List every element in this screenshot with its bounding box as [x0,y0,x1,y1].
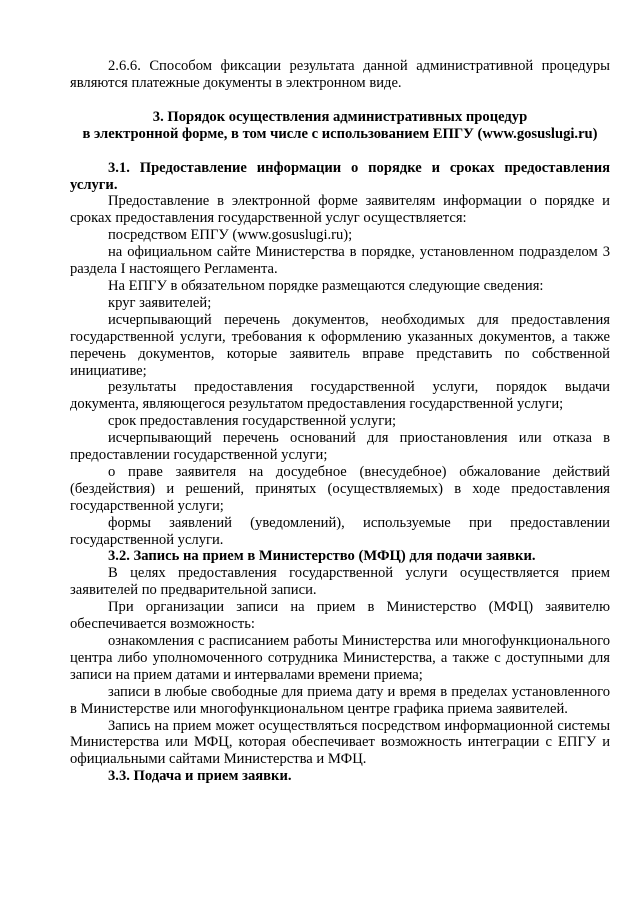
section-3-heading-line-1: 3. Порядок осуществления административных процедур [152,108,528,125]
subsection-3-2-heading: 3.2. Запись на прием в Министерство (МФЦ) для подачи заявки. [108,548,536,565]
list-item: результаты предоставления государственной услуги, порядок выдачи документа, являющегося результатом предоставления государственной услуги; [70,379,610,413]
list-item: на официальном сайте Министерства в порядке, установленном подразделом 3 раздела I настоящего Регламента. [70,244,610,278]
list-item: исчерпывающий перечень оснований для приостановления или отказа в предоставлении государственной услуги; [70,430,610,464]
paragraph: На ЕПГУ в обязательном порядке размещаются следующие сведения: [108,277,544,294]
paragraph: В целях предоставления государственной услуги осуществляется прием заявителей по предварительной записи. [70,565,610,599]
list-item: посредством ЕПГУ (www.gosuslugi.ru); [108,227,353,244]
paragraph-2-6-6: 2.6.6. Способом фиксации результата данной административной процедуры являются платежные документы в электронном виде. [70,58,610,91]
list-item: формы заявлений (уведомлений), используемые при предоставлении государственной услуги. [70,514,610,548]
spacer [70,92,610,109]
paragraph: Предоставление в электронной форме заявителям информации о порядке и сроках предоставления государственной услуг осуществляется: [70,193,610,227]
spacer [70,143,610,160]
section-3-heading-line-2: в электронной форме, в том числе с использованием ЕПГУ (www.gosuslugi.ru) [82,125,598,142]
subsection-3-3-heading: 3.3. Подача и прием заявки. [108,768,292,785]
paragraph: Запись на прием может осуществляться посредством информационной системы Министерства или МФЦ, которая обеспечивает возможность интеграции с ЕПГУ и официальными сайтами Министерства и МФЦ. [70,717,610,768]
list-item: о праве заявителя на досудебное (внесудебное) обжалование действий (бездействия) и решений, принятых (осуществляемых) в ходе предоставления государственной услуги; [70,463,610,514]
list-item: записи в любые свободные для приема дату и время в пределах установленного в Министерстве или многофункциональном центре графика приема заявителей. [70,683,610,717]
list-item: исчерпывающий перечень документов, необходимых для предоставления государственной услуги, требования к оформлению указанных документов, а также перечень документов, которые заявитель вправе представить по собственной инициативе; [70,311,610,379]
paragraph: При организации записи на прием в Министерство (МФЦ) заявителю обеспечивается возможность: [70,599,610,633]
subsection-3-1-heading: 3.1. Предоставление информации о порядке и сроках предоставления услуги. [70,159,610,193]
list-item: ознакомления с расписанием работы Министерства или многофункционального центра либо уполномоченного сотрудника Министерства, а также с доступными для записи на прием датами и интервалами времени приема; [70,633,610,683]
list-item: круг заявителей; [108,294,212,311]
list-item: срок предоставления государственной услуги; [108,413,397,430]
